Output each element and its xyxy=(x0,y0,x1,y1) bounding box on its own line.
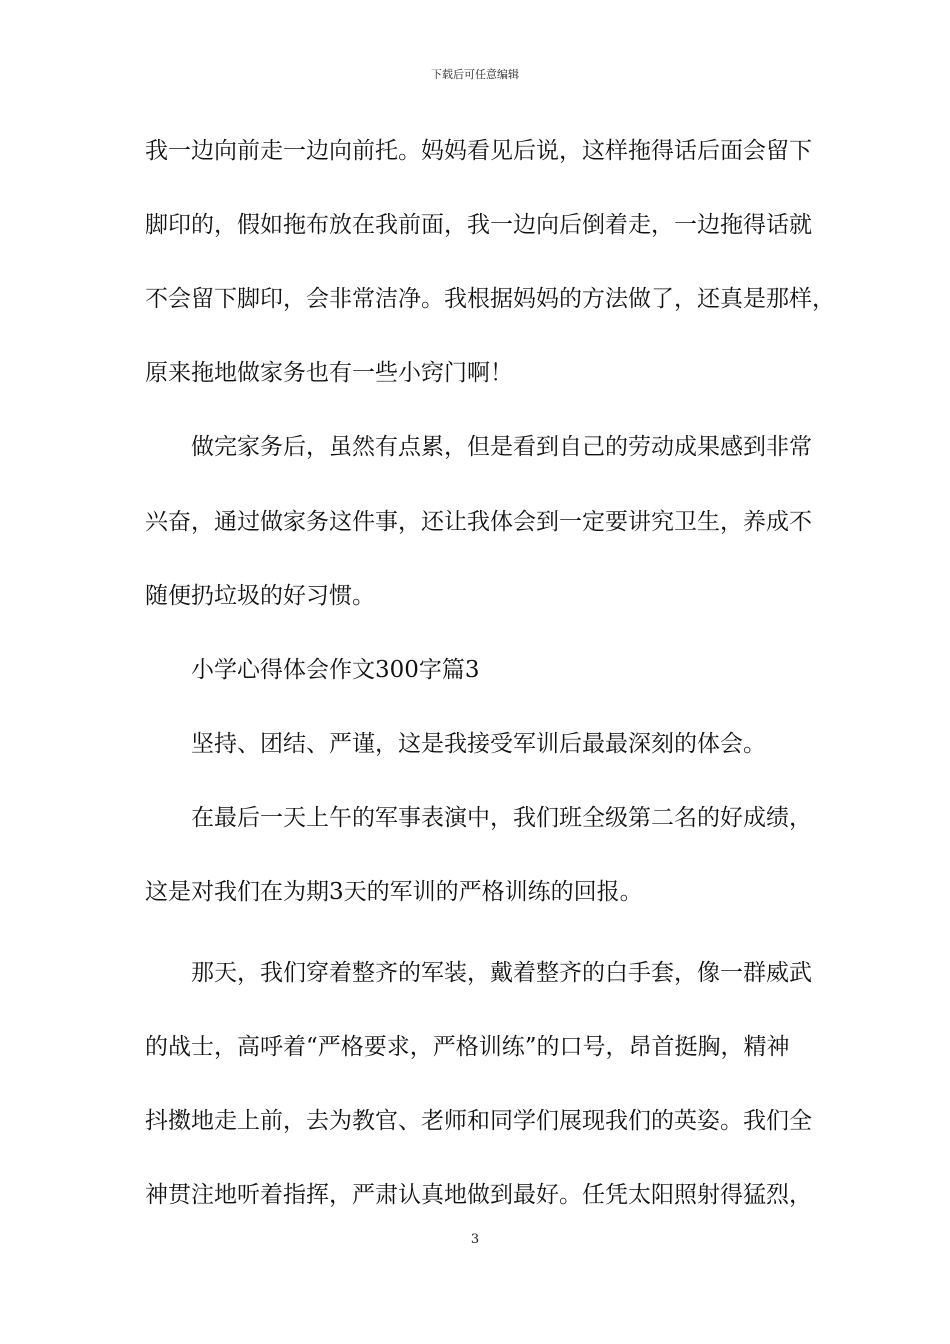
header-note: 下载后可任意编辑 xyxy=(431,68,519,81)
text-line: 在最后一天上午的军事表演中，我们班全级第二名的好成绩， xyxy=(191,805,812,831)
text-line: 原来拖地做家务也有一些小窍门啊！ xyxy=(145,360,513,386)
text-line: 我一边向前走一边向前托。妈妈看见后说，这样拖得话后面会留下 xyxy=(145,138,812,164)
text-line: 不会留下脚印，会非常洁净。我根据妈妈的方法做了，还真是那样， xyxy=(145,286,835,312)
text-line: 随便扔垃圾的好习惯。 xyxy=(145,583,375,609)
text-line: 做完家务后，虽然有点累，但是看到自己的劳动成果感到非常 xyxy=(191,434,812,460)
text-line: 脚印的，假如拖布放在我前面，我一边向后倒着走，一边拖得话就 xyxy=(145,212,812,238)
text-line: 抖擞地走上前，去为教官、老师和同学们展现我们的英姿。我们全 xyxy=(145,1108,812,1134)
text-line: 坚持、团结、严谨，这是我接受军训后最最深刻的体会。 xyxy=(191,731,766,757)
text-line: 兴奋，通过做家务这件事，还让我体会到一定要讲究卫生，养成不 xyxy=(145,509,812,535)
text-line: 这是对我们在为期3天的军训的严格训练的回报。 xyxy=(145,879,643,905)
section-heading: 小学心得体会作文300字篇3 xyxy=(191,657,480,683)
text-line: 神贯注地听着指挥，严肃认真地做到最好。任凭太阳照射得猛烈， xyxy=(145,1182,812,1208)
text-line: 那天，我们穿着整齐的军装，戴着整齐的白手套，像一群威武 xyxy=(191,960,812,986)
text-line: 的战士，高呼着“严格要求，严格训练”的口号，昂首挺胸，精神 xyxy=(145,1034,790,1060)
page-number: 3 xyxy=(470,1232,480,1247)
